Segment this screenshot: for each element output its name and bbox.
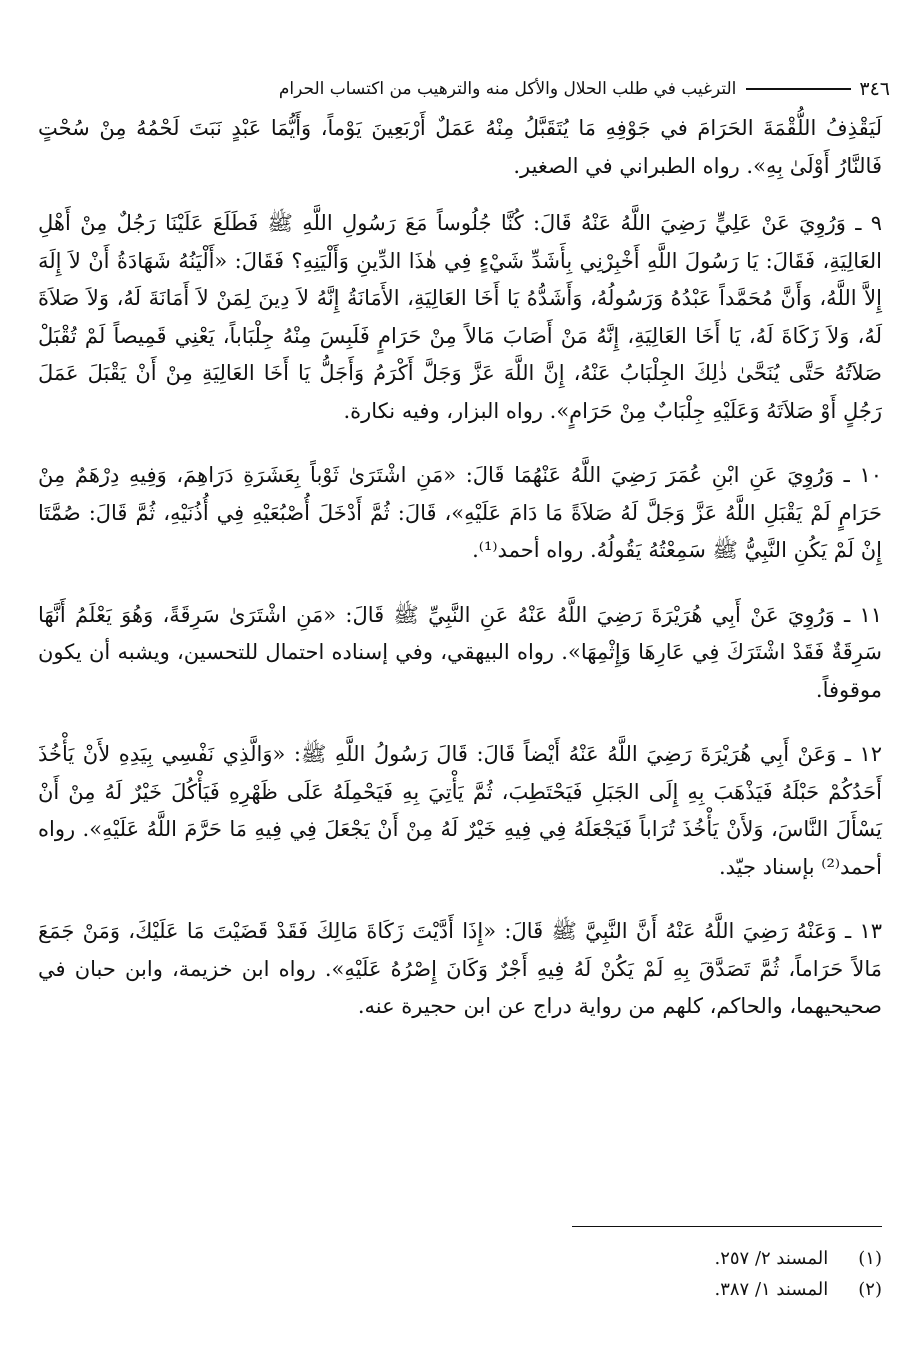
hadith-11: ١١ ـ وَرُوِيَ عَنْ أَبِي هُرَيْرَةَ رَضِيَ اللَّهُ عَنْهُ عَنِ النَّبِيِّ ﷺ قَالَ: «مَنِ اشْتَرَىٰ سَرِقَةً، وَهُوَ يَعْلَمُ أَنَّهَا سَرِقَةٌ فَقَدْ اشْتَرَكَ فِي عَارِهَا وَإِثْمِهَا». رواه البيهقي، وفي إسناده احتمال للتحسين، ويشبه أن يكون موقوفاً. <box>38 602 882 702</box>
footnote-number: (١) <box>858 1248 882 1269</box>
footnotes <box>482 1243 882 1305</box>
footnote-2 <box>482 1274 882 1305</box>
hadith-12: ١٢ ـ وَعَنْ أَبِي هُرَيْرَةَ رَضِيَ اللَّهُ عَنْهُ أَيْضاً قَالَ: قَالَ رَسُولُ اللَّهِ ﷺ: «وَالَّذِي نَفْسِي بِيَدِهِ لأَنْ يَأْخُذَ أَحَدُكُمْ حَبْلَهُ فَيَذْهَبَ بِهِ إِلَى الجَبَلِ فَيَحْتَطِبَ، ثُمَّ يَأْتِيَ بِهِ فَيَحْمِلَهُ عَلَى ظَهْرِهِ فَيَأْكُلَ خَيْرٌ لَهُ مِنْ أَنْ يَسْأَلَ النَّاسَ، وَلأَنْ يَأْخُذَ تُرَاباً فَيَجْعَلَهُ فِي فِيهِ خَيْرٌ لَهُ مِنْ أَنْ يَجْعَلَ فِي فِيهِ مَا حَرَّمَ اللَّهُ عَلَيْهِ». رواه أحمد⁽²⁾ بإسناد جيّد. <box>38 742 882 879</box>
hadith-13: ١٣ ـ وَعَنْهُ رَضِيَ اللَّهُ عَنْهُ أَنَّ النَّبِيَّ ﷺ قَالَ: «إِذَا أَدَّيْتَ زَكَاةَ مَالِكَ فَقَدْ قَضَيْتَ مَا عَلَيْكَ، وَمَنْ جَمَعَ مَالاً حَرَاماً، ثُمَّ تَصَدَّقَ بِهِ لَمْ يَكُنْ لَهُ فِيهِ أَجْرٌ وَكَانَ إِصْرُهُ عَلَيْهِ». رواه ابن خزيمة، وابن حبان في صحيحيهما، والحاكم، كلهم من رواية دراج عن ابن حجيرة عنه. <box>38 919 882 1018</box>
header-rule <box>746 88 851 90</box>
page-number: ٣٤٦ <box>859 78 890 100</box>
footnote-text: المسند ٢/ ٢٥٧. <box>714 1248 829 1269</box>
footnote-divider <box>572 1226 882 1227</box>
hadith-10: ١٠ ـ وَرُوِيَ عَنِ ابْنِ عُمَرَ رَضِيَ اللَّهُ عَنْهُمَا قَالَ: «مَنِ اشْتَرَىٰ ثَوْباً بِعَشَرَةِ دَرَاهِمَ، وَفِيهِ دِرْهَمٌ مِنْ حَرَامٍ لَمْ يَقْبَلِ اللَّهُ عَزَّ وَجَلَّ لَهُ صَلاَةً مَا دَامَ عَلَيْهِ»، قَالَ: ثُمَّ أَدْخَلَ أُصْبُعَيْهِ فِي أُذُنَيْهِ، ثُمَّ قَالَ: صُمَّتَا إِنْ لَمْ يَكُنِ النَّبِيُّ ﷺ سَمِعْتُهُ يَقُولُهُ. رواه أحمد⁽¹⁾. <box>38 463 882 562</box>
main-text <box>38 110 882 1053</box>
page-header <box>30 74 890 104</box>
hadith-9: ٩ ـ وَرُوِيَ عَنْ عَلِيٍّ رَضِيَ اللَّهُ عَنْهُ قَالَ: كُنَّا جُلُوساً مَعَ رَسُولِ اللَّهِ ﷺ فَطَلَعَ عَلَيْنَا رَجُلٌ مِنْ أَهْلِ العَالِيَةِ، فَقَالَ: يَا رَسُولَ اللَّهِ أَخْبِرْنِي بِأَشَدِّ شَيْءٍ فِي هٰذَا الدِّينِ وَأَلْيَنِهِ؟ فَقَالَ: «أَلْيَنُهُ شَهَادَةُ أَنْ لاَ إِلَهَ إِلاَّ اللَّهُ، وَأَنَّ مُحَمَّداً عَبْدُهُ وَرَسُولُهُ، وَأَشَدُّهُ يَا أَخَا العَالِيَةِ، الأَمَانَةُ إِنَّهُ لاَ دِينَ لِمَنْ لاَ أَمَانَةَ لَهُ، وَلاَ صَلاَةَ لَهُ، وَلاَ زَكَاةَ لَهُ، يَا أَخَا العَالِيَةِ، إِنَّهُ مَنْ أَصَابَ مَالاً مِنْ حَرَامٍ فَلَبِسَ مِنْهُ جِلْبَاباً، يَعْنِي قَمِيصاً لَمْ تُقْبَلْ صَلاَتُهُ حَتَّى يُنَحَّىٰ ذٰلِكَ الجِلْبَابُ عَنْهُ، إِنَّ اللَّهَ عَزَّ وَجَلَّ أَكْرَمُ وَأَجَلُّ يَا أَخَا العَالِيَةِ مِنْ أَنْ يَقْبَلَ عَمَلَ رَجُلٍ أَوْ صَلاَتَهُ وَعَلَيْهِ جِلْبَابٌ مِنْ حَرَامٍ». رواه البزار، وفيه نكارة. <box>38 211 882 423</box>
paragraph-continuation: لَيَقْذِفُ اللُّقْمَةَ الحَرَامَ في جَوْفِهِ مَا يُتَقَبَّلُ مِنْهُ عَمَلٌ أَرْبَعِينَ يَوْماً، وَأَيُّمَا عَبْدٍ نَبَتَ لَحْمُهُ مِنْ سُحْتٍ فَالنَّارُ أَوْلَىٰ بِهِ». رواه الطبراني في الصغير. <box>38 116 882 178</box>
footnote-1 <box>482 1243 882 1274</box>
running-title: الترغيب في طلب الحلال والأكل منه والترهيب من اكتساب الحرام <box>278 79 737 99</box>
footnote-number: (٢) <box>858 1279 882 1300</box>
footnote-text: المسند ١/ ٣٨٧. <box>714 1279 829 1300</box>
